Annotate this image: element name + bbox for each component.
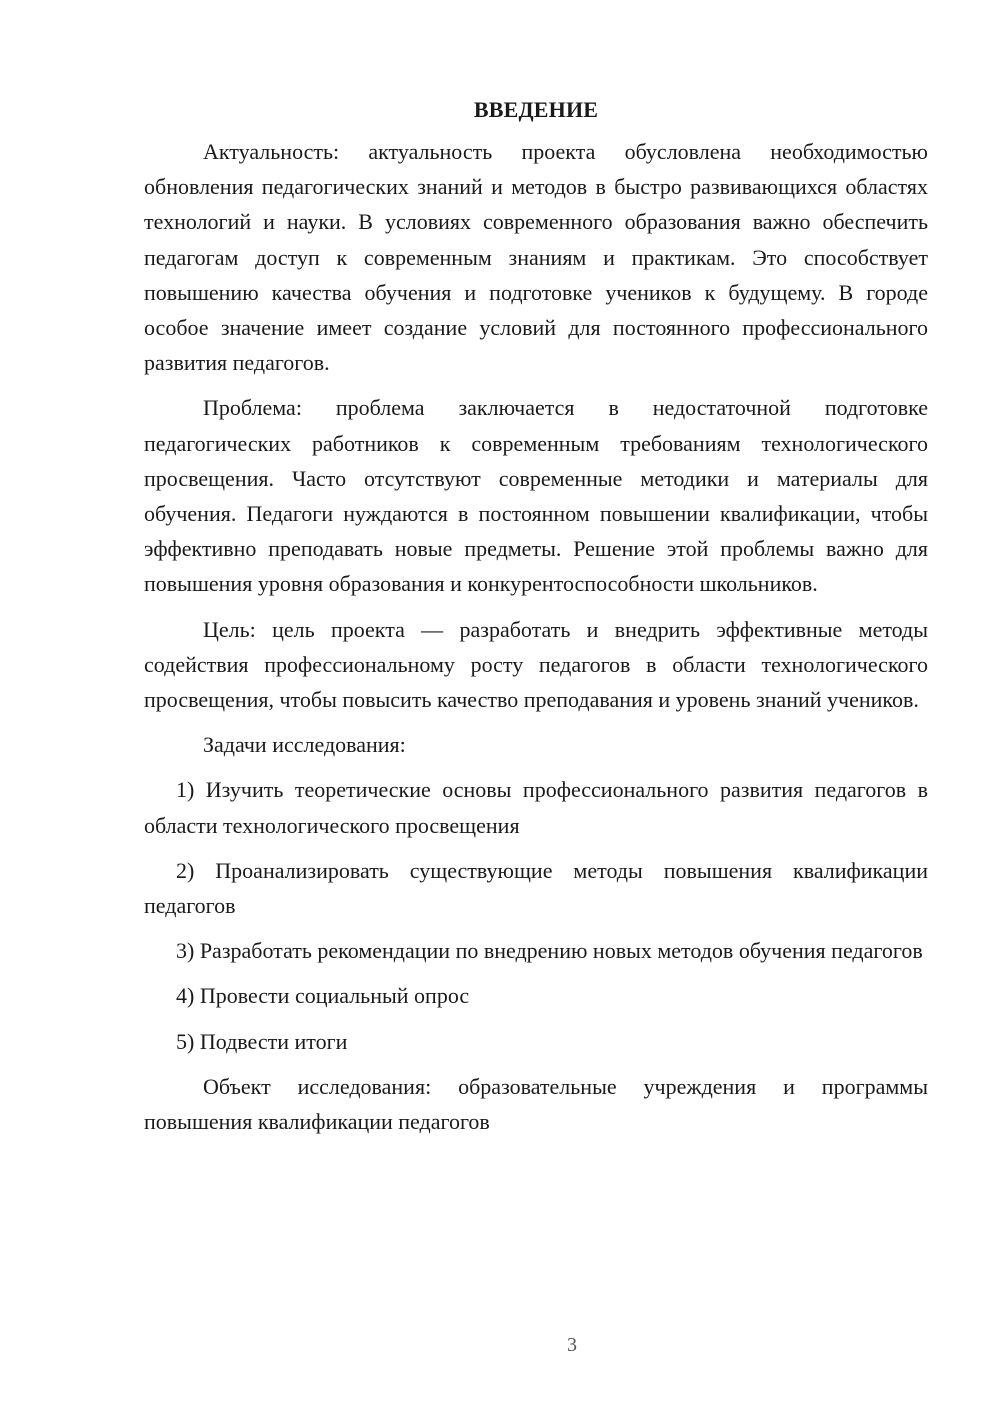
paragraph-goal: Цель: цель проекта — разработать и внедрить эффективные методы содействия профессиональному росту педагогов в области технологического просвещения, чтобы повысить качество преподавания и уровень знаний учеников. [144, 616, 928, 713]
paragraph-object: Объект исследования: образовательные учреждения и программы повышения квалификации педагогов [144, 1073, 928, 1135]
document-page [144, 92, 928, 1149]
paragraph-tasks-heading: Задачи исследования: [203, 732, 406, 758]
task-item-4: 4) Провести социальный опрос [176, 983, 470, 1009]
page-number: 3 [567, 1334, 577, 1356]
task-item-1: 1) Изучить теоретические основы профессионального развития педагогов в области технологического просвещения [144, 777, 928, 838]
task-item-5: 5) Подвести итоги [176, 1028, 348, 1054]
task-item-3: 3) Разработать рекомендации по внедрению новых методов обучения педагогов [176, 938, 923, 964]
paragraph-relevance: Актуальность: актуальность проекта обусловлена необходимостью обновления педагогических знаний и методов в быстро развивающихся областях технологий и науки. В условиях современного образования важно обеспечить педагогам доступ к современным знаниям и практикам. Это способствует повышению качества обучения и подготовке учеников к будущему. В городе особое значение имеет создание условий для постоянного профессионального развития педагогов. [144, 139, 928, 376]
section-title: ВВЕДЕНИЕ [473, 97, 599, 122]
task-item-2: 2) Проанализировать существующие методы повышения квалификации педагогов [144, 857, 928, 919]
paragraph-problem: Проблема: проблема заключается в недостаточной подготовке педагогических работников к современным требованиям технологического просвещения. Часто отсутствуют современные методики и материалы для обучения. Педагоги нуждаются в постоянном повышении квалификации, чтобы эффективно преподавать новые предметы. Решение этой проблемы важно для повышения уровня образования и конкурентоспособности школьников. [144, 395, 928, 597]
